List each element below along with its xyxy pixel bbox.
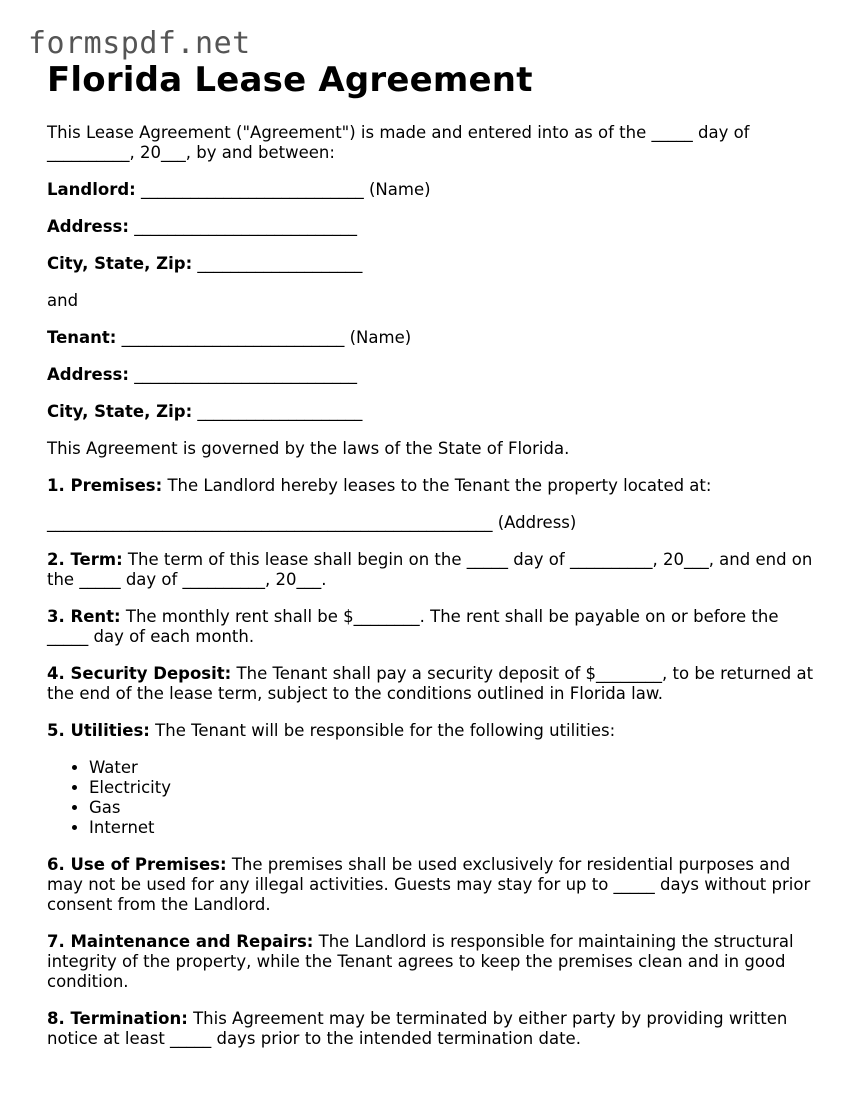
section-term [47, 550, 817, 590]
watermark: formspdf.net [28, 26, 251, 61]
tenant-name-line [47, 328, 817, 348]
section-maintenance-label: 7. Maintenance and Repairs: [47, 932, 314, 951]
landlord-name-label: Landlord: [47, 180, 136, 199]
section-deposit [47, 664, 817, 704]
section-use-text: The premises shall be used exclusively for residential purposes and may not be used for any illegal activities. Guests may stay for up to _____ days without prior consent from the Landlord. [47, 855, 811, 914]
section-rent-text: The monthly rent shall be $________. The rent shall be payable on or before the _____ day of each month. [47, 607, 779, 646]
section-termination-text: This Agreement may be terminated by either party by providing written notice at least _____ days prior to the intended termination date. [47, 1009, 788, 1048]
section-deposit-text: The Tenant shall pay a security deposit of $________, to be returned at the end of the lease term, subject to the conditions outlined in Florida law. [47, 664, 814, 703]
section-utilities [47, 721, 817, 741]
tenant-address-label: Address: [47, 365, 129, 384]
landlord-city-field: ____________________ [192, 254, 363, 273]
section-termination-label: 8. Termination: [47, 1009, 188, 1028]
tenant-city-field: ____________________ [192, 402, 363, 421]
list-item: • Gas [89, 798, 817, 818]
section-premises-text: The Landlord hereby leases to the Tenant the property located at: [162, 476, 712, 495]
section-utilities-text: The Tenant will be responsible for the following utilities: [149, 721, 616, 740]
intro-paragraph: This Lease Agreement ("Agreement") is made and entered into as of the _____ day of __________, 20___, by and between: [47, 123, 750, 162]
landlord-name-field: ___________________________ (Name) [135, 180, 431, 199]
landlord-city-label: City, State, Zip: [47, 254, 193, 273]
landlord-city-line [47, 254, 817, 274]
landlord-name-line [47, 180, 817, 200]
document-title: Florida Lease Agreement [47, 60, 533, 100]
list-item: • Internet [89, 818, 817, 838]
tenant-name-label: Tenant: [47, 328, 117, 347]
tenant-name-field: ___________________________ (Name) [116, 328, 412, 347]
landlord-address-label: Address: [47, 217, 129, 236]
section-use-label: 6. Use of Premises: [47, 855, 227, 874]
section-use [47, 855, 817, 915]
tenant-city-line [47, 402, 817, 422]
section-termination [47, 1009, 817, 1049]
list-item: • Water [89, 758, 817, 778]
section-premises-label: 1. Premises: [47, 476, 163, 495]
section-rent [47, 607, 817, 647]
section-deposit-label: 4. Security Deposit: [47, 664, 232, 683]
premises-address-line: ______________________________________________________ (Address) [47, 513, 577, 532]
section-maintenance [47, 932, 817, 992]
section-maintenance-text: The Landlord is responsible for maintaining the structural integrity of the property, while the Tenant agrees to keep the premises clean and in good condition. [47, 932, 794, 991]
section-term-text: The term of this lease shall begin on the _____ day of __________, 20___, and end on the _____ day of __________, 20___. [47, 550, 813, 589]
document-body [47, 123, 817, 1066]
section-term-label: 2. Term: [47, 550, 123, 569]
and-text: and [47, 291, 79, 310]
landlord-address-line [47, 217, 817, 237]
list-item: • Electricity [89, 778, 817, 798]
section-utilities-label: 5. Utilities: [47, 721, 150, 740]
tenant-city-label: City, State, Zip: [47, 402, 193, 421]
utilities-list [47, 758, 817, 838]
section-rent-label: 3. Rent: [47, 607, 121, 626]
tenant-address-line [47, 365, 817, 385]
tenant-address-field: ___________________________ [128, 365, 357, 384]
section-premises [47, 476, 817, 496]
landlord-address-field: ___________________________ [128, 217, 357, 236]
governing-law: This Agreement is governed by the laws of the State of Florida. [47, 439, 570, 458]
